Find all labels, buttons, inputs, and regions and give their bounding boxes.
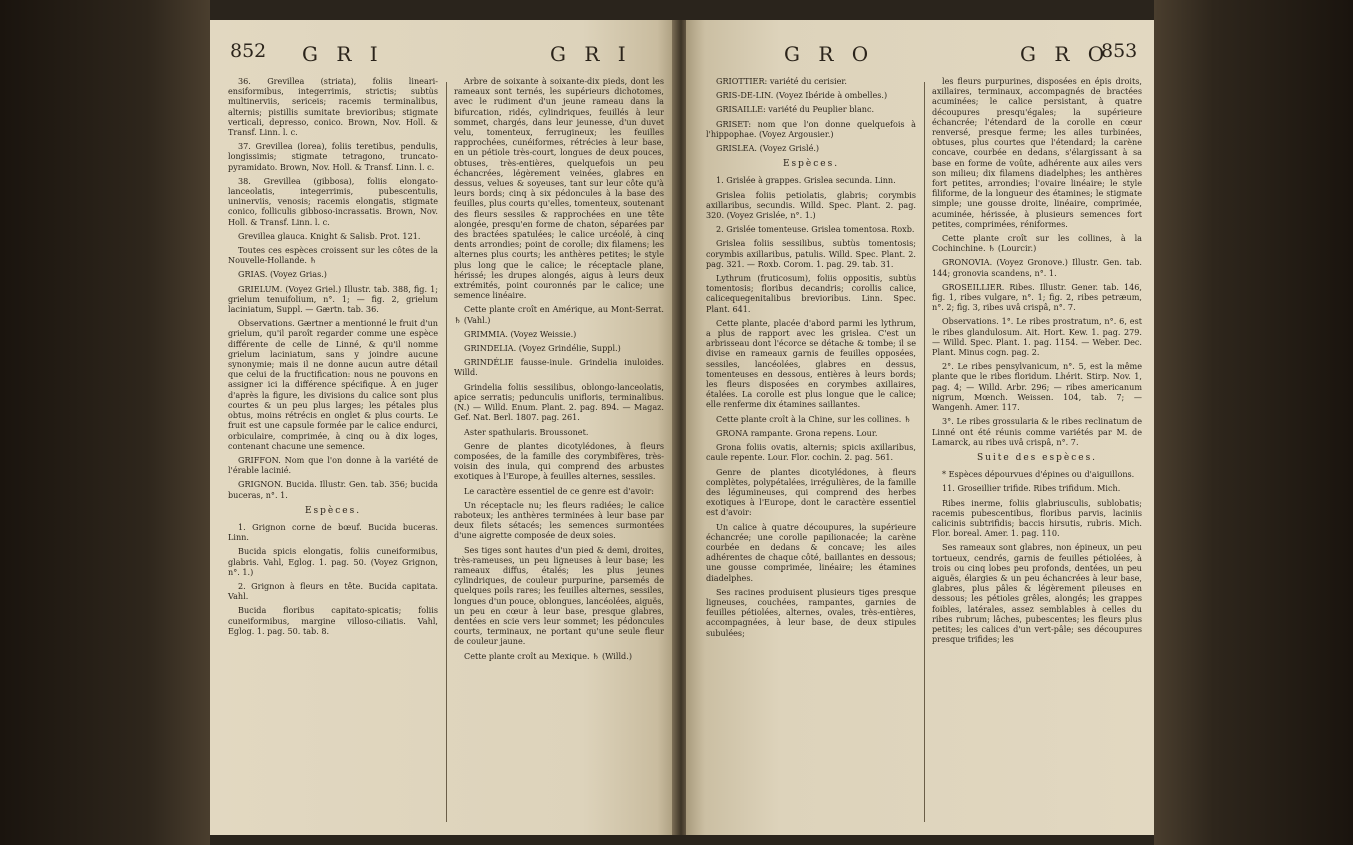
paragraph: GROSEILLIER. Ribes. Illustr. Gener. tab. 146, fig. 1, ribes vulgare, n°. 1; fig. 2, ribes petræum, n°. 2; fig. 3, ribes uvâ crispâ, n°. 7. — [932, 281, 1142, 313]
paragraph: Observations. 1°. Le ribes prostratum, n°. 6, est le ribes glandulosum. Ait. Hort. Kew. 1. pag. 279. — Willd. Spec. Plant. 1. pag. 1154. — Weber. Dec. Plant. Minus cogn. pag. 2. — [932, 316, 1142, 358]
right-cover-edge — [1154, 0, 1353, 845]
paragraph: Lythrum (fruticosum), foliis oppositis, subtùs tomentosis; floribus decandris; corollis calice, calicequegenitalibus brevioribus. Linn. Spec. Plant. 641. — [706, 273, 916, 314]
paragraph: Toutes ces espèces croissent sur les côtes de la Nouvelle-Hollande. ♄ — [228, 245, 438, 266]
paragraph: Grindelia foliis sessilibus, oblongo-lanceolatis, apice serratis; pedunculis unifloris, terminalibus. (N.) — Willd. Enum. Plant. 2. pag. 894. — Magaz. Gef. Nat. Berl. 1807. pag. 261. — [454, 381, 664, 423]
right-page-column-1 — [706, 76, 916, 642]
paragraph: Grislea foliis sessilibus, subtùs tomentosis; corymbis axillaribus, patulis. Willd. Spec. Plant. 2. pag. 321. — Roxb. Corom. 1. pag. 29. tab. 31. — [706, 238, 916, 269]
left-page-column-1 — [228, 76, 438, 640]
left-page-column-2 — [454, 76, 664, 665]
paragraph: Un réceptacle nu; les fleurs radiées; le calice raboteux; les anthères terminées à leur base par deux filets sétacés; les semences surmontées d'une aigrette composée de deux soies. — [454, 499, 664, 541]
paragraph: Genre de plantes dicotylédones, à fleurs composées, de la famille des corymbifères, très-voisin des inula, qui comprend des arbustes exotiques à l'Europe, à feuilles alternes, sessiles. — [454, 440, 664, 482]
paragraph: 2. Grislée tomenteuse. Grislea tomentosa. Roxb. — [716, 224, 915, 235]
paragraph: GRONOVIA. (Voyez Gronove.) Illustr. Gen. tab. 144; gronovia scandens, n°. 1. — [932, 257, 1142, 278]
paragraph: GRIS-DE-LIN. (Voyez Ibéride à ombelles.) — [716, 90, 888, 101]
paragraph: 1. Grislée à grappes. Grislea secunda. Linn. — [716, 175, 896, 186]
paragraph: GRIMMIA. (Voyez Weissie.) — [464, 328, 577, 339]
right-page-number: 853 — [1101, 40, 1138, 62]
paragraph: * Espèces dépourvues d'épines ou d'aiguillons. — [942, 469, 1135, 480]
right-header-running-title-2: G R O — [1020, 42, 1111, 66]
paragraph: 38. Grevillea (gibbosa), foliis elongato-lanceolatis, integerrimis, pubescentulis, uninerviis, venosis; racemis elongatis, stigmate conico, folliculis gibboso-incrassatis. Brown, Nov. Holl. & Transf. Linn. l. c. — [228, 175, 438, 227]
paragraph: GRIGNON. Bucida. Illustr. Gen. tab. 356; bucida buceras, n°. 1. — [228, 479, 438, 500]
paragraph: Le caractère essentiel de ce genre est d'avoir: — [464, 485, 654, 496]
paragraph: Grona foliis ovatis, alternis; spicis axillaribus, caule repente. Lour. Flor. cochin. 2. pag. 561. — [706, 442, 916, 463]
paragraph: Grevillea glauca. Knight & Salisb. Prot. 121. — [238, 230, 421, 241]
paragraph: GRINDÉLIE fausse-inule. Grindelia inuloides. Willd. — [454, 357, 664, 378]
paragraph: 11. Groseillier trifide. Ribes trifidum. Mich. — [942, 483, 1121, 494]
paragraph: Un calice à quatre découpures, la supérieure échancrée; une corolle papilionacée; la carène courbée en dedans & concave; les ailes adhérentes de chaque côté, baillantes en dessous; une gousse comprimée, linéaire; les étamines diadelphes. — [706, 521, 916, 583]
paragraph: Cette plante croît en Amérique, au Mont-Serrat. ♄ (Vahl.) — [454, 304, 664, 325]
paragraph: Cette plante, placée d'abord parmi les lythrum, a plus de rapport avec les grislea. C'est un arbrisseau dont l'écorce se détache & tombe; il se divise en rameaux garnis de feuilles opposées, sessiles, lancéolées, glabres en dessus, tomenteuses en dessous, entières à leurs bords; les fleurs disposées en corymbes axillaires, étalées. La corolle est plus longue que le calice; elle renferme dix étamines saillantes. — [706, 317, 916, 410]
paragraph: GRIOTTIER: variété du cerisier. — [716, 76, 847, 86]
paragraph: Genre de plantes dicotylédones, à fleurs complètes, polypétalées, irrégulières, de la famille des légumineuses, qui comprend des herbes exotiques à l'Europe, dont le caractère essentiel est d'avoir: — [706, 466, 916, 518]
paragraph: Bucida spicis elongatis, foliis cuneiformibus, glabris. Vahl, Eglog. 1. pag. 50. (Voyez Grignon, n°. 1.) — [228, 546, 438, 577]
paragraph: Ribes inerme, foliis glabriusculis, sublobatis; racemis pubescentibus, floribus parvis, laciniis calicinis subtrifidis; baccis hirsutis, rubris. Mich. Flor. boreal. Amer. 1. pag. 110. — [932, 497, 1142, 539]
right-header-running-title: G R O — [784, 42, 875, 66]
paragraph: Ses rameaux sont glabres, non épineux, un peu tortueux, cendrés, garnis de feuilles pétiolées, à trois ou cinq lobes peu profonds, dentées, un peu aiguës, élargies & un peu échancrées à leur base, glabres, plus pâles & légèrement pileuses en dessous; les pétioles grêles, alongés; les grappes foibles, latérales, assez semblables à celles du ribes rubrum; lâches, pubescentes; les fleurs plus petites; les calices d'un vert-pâle; ses découpures presque trifides; les — [932, 542, 1142, 645]
paragraph: GRISLEA. (Voyez Grislé.) — [716, 143, 820, 154]
paragraph: Arbre de soixante à soixante-dix pieds, dont les rameaux sont ternés, les supérieurs dichotomes, avec le rudiment d'un jeune rameau dans la bifurcation, ridés, cylindriques, feuillés à leur sommet, chargés, dans leur jeunesse, d'un duvet velu, tomenteux, ferrugineux; les feuilles rapprochées, cunéiformes, rétrécies à leur base, en un pétiole très-court, longues de deux pouces, obtuses, très-entières, quelquefois un peu échancrées, légèrement veinées, glabres en dessus, velues & soyeuses, tant sur leur côte qu'à leurs bords; cinq à six pédoncules à la base des feuilles, plus courts qu'elles, tomenteux, soutenant des fleurs sessiles & rapprochées en une tête alongée, presqu'en forme de chaton, séparées par des bractées spatulées; le calice urcéolé, à cinq dents arrondies; point de corolle; dix filamens; les alternes plus courts; les anthères petites; le style plus long que le calice; le réceptacle plane, hérissé; les drupes alongés, aigus à leurs deux extrémités, point couronnés par le calice; une semence linéaire. — [454, 76, 664, 301]
left-header-running-title: G R I — [302, 42, 384, 66]
paragraph: GRISET: nom que l'on donne quelquefois à l'hippophae. (Voyez Argousier.) — [706, 118, 916, 139]
paragraph: Cette plante croît sur les collines, à la Cochinchine. ♄ (Lourcir.) — [932, 233, 1142, 254]
paragraph: Suite des espèces. — [976, 452, 1098, 463]
paragraph: Cette plante croît au Mexique. ♄ (Willd.) — [464, 650, 632, 661]
right-page-column-2 — [932, 76, 1142, 648]
left-header-running-title-2: G R I — [550, 42, 632, 66]
paragraph: Espèces. — [304, 505, 362, 516]
left-column-rule — [446, 82, 447, 822]
paragraph: GRONA rampante. Grona repens. Lour. — [716, 427, 878, 438]
paragraph: GRISAILLE: variété du Peuplier blanc. — [716, 104, 875, 115]
right-column-rule — [924, 82, 925, 822]
paragraph: GRIAS. (Voyez Grias.) — [238, 269, 327, 280]
paragraph: 3°. Le ribes grossularia & le ribes reclinatum de Linné ont été réunis comme variétés par M. de Lamarck, au ribes uvâ crispâ, n°. 7. — [932, 416, 1142, 447]
paragraph: GRIFFON. Nom que l'on donne à la variété de l'érable lacinié. — [228, 454, 438, 476]
paragraph: 2°. Le ribes pensylvanicum, n°. 5, est la même plante que le ribes floridum. Lhérit. Stirp. Nov. 1, pag. 4; — Willd. Arbr. 296; — ribes americanum nigrum, Mœnch. Weissen. 104, tab. 7; — Wangenh. Amer. 117. — [932, 361, 1142, 413]
paragraph: les fleurs purpurines, disposées en épis droits, axillaires, terminaux, accompagnés de bractées acuminées; le calice persistant, à quatre découpures presqu'égales; la supérieure échancrée; l'étendard de la corolle en cœur renversé, presque ferme; les ailes turbinées, obtuses, plus courtes que l'étendard; la carène concave, courbée en dedans, s'élargissant à sa base en forme de voûte, adhérente aux ailes vers son milieu; dix filamens diadelphes; les anthères fort petites, arrondies; l'ovaire linéaire; le style filiforme, de la longueur des étamines; le stigmate simple; une gousse droite, linéaire, comprimée, acuminée, hérissée, à plusieurs semences fort petites, comprimées, réniformes. — [932, 76, 1142, 229]
paragraph: 37. Grevillea (lorea), foliis teretibus, pendulis, longissimis; stigmate tetragono, truncato-pyramidato. Brown, Nov. Holl. & Transf. Linn. l. c. — [228, 141, 438, 172]
paragraph: Espèces. — [782, 159, 840, 170]
left-cover-edge — [0, 0, 210, 845]
paragraph: Observations. Gærtner a mentionné le fruit d'un grielum, qu'il paroît regarder comme une espèce différente de celle de Linné, & qu'il nomme grielum laciniatum, sans y joindre aucune synonymie; mais il ne donne aucun autre détail que celui de la fructification: nous ne pouvons en assigner ici la différence spécifique. À en juger d'après la figure, les divisions du calice sont plus courtes & un peu plus larges; les pétales plus obtus, moins rétrécis en onglet & plus courts. Le fruit est une capsule formée par le calice endurci, orbiculaire, comprimée, à cinq ou à dix loges, contenant chacune une semence. — [228, 318, 438, 451]
paragraph: GRIELUM. (Voyez Griel.) Illustr. tab. 388, fig. 1; grielum tenuifolium, n°. 1; — fig. 2, grielum laciniatum, Suppl. — Gærtn. tab. 36. — [228, 283, 438, 315]
paragraph: Ses racines produisent plusieurs tiges presque ligneuses, couchées, rampantes, garnies de feuilles pétiolées, alternes, ovales, très-entières, accompagnées, à leur base, de deux stipules subulées; — [706, 586, 916, 638]
paragraph: 2. Grignon à fleurs en tête. Bucida capitata. Vahl. — [228, 580, 438, 602]
paragraph: 36. Grevillea (striata), foliis lineari-ensiformibus, integerrimis, strictis; subtùs multinerviis, sericeis; racemis terminalibus, alternis; pistillis sumitate brevioribus; stigmate verticali, depresso, conico. Brown, Nov. Holl. & Transf. Linn. l. c. — [228, 76, 438, 138]
right-page — [686, 20, 1154, 835]
paragraph: Ses tiges sont hautes d'un pied & demi, droites, très-rameuses, un peu ligneuses à leur base; les rameaux diffus, étalés; les plus jeunes cylindriques, de couleur purpurine, parsemés de quelques poils rares; les feuilles alternes, sessiles, longues d'un pouce, oblongues, lancéolées, aiguës, un peu en cœur à leur base, presque glabres, dentées en scie vers leur sommet; les pédoncules courts, terminaux, ne portant qu'une seule fleur de couleur jaune. — [454, 544, 664, 647]
paragraph: Grislea foliis petiolatis, glabris; corymbis axillaribus, secundis. Willd. Spec. Plant. 2. pag. 320. (Voyez Grislée, n°. 1.) — [706, 189, 916, 221]
paragraph: Cette plante croît à la Chine, sur les collines. ♄ — [716, 413, 912, 424]
paragraph: Aster spathularis. Broussonet. — [464, 426, 589, 437]
left-page — [210, 20, 676, 835]
left-page-number: 852 — [230, 40, 267, 62]
paragraph: Bucida floribus capitato-spicatis; foliis cuneiformibus, margine villoso-ciliatis. Vahl, Eglog. 1. pag. 50. tab. 8. — [228, 605, 438, 636]
paragraph: GRINDELIA. (Voyez Grindélie, Suppl.) — [464, 343, 621, 354]
paragraph: 1. Grignon corne de bœuf. Bucida buceras. Linn. — [228, 521, 438, 543]
